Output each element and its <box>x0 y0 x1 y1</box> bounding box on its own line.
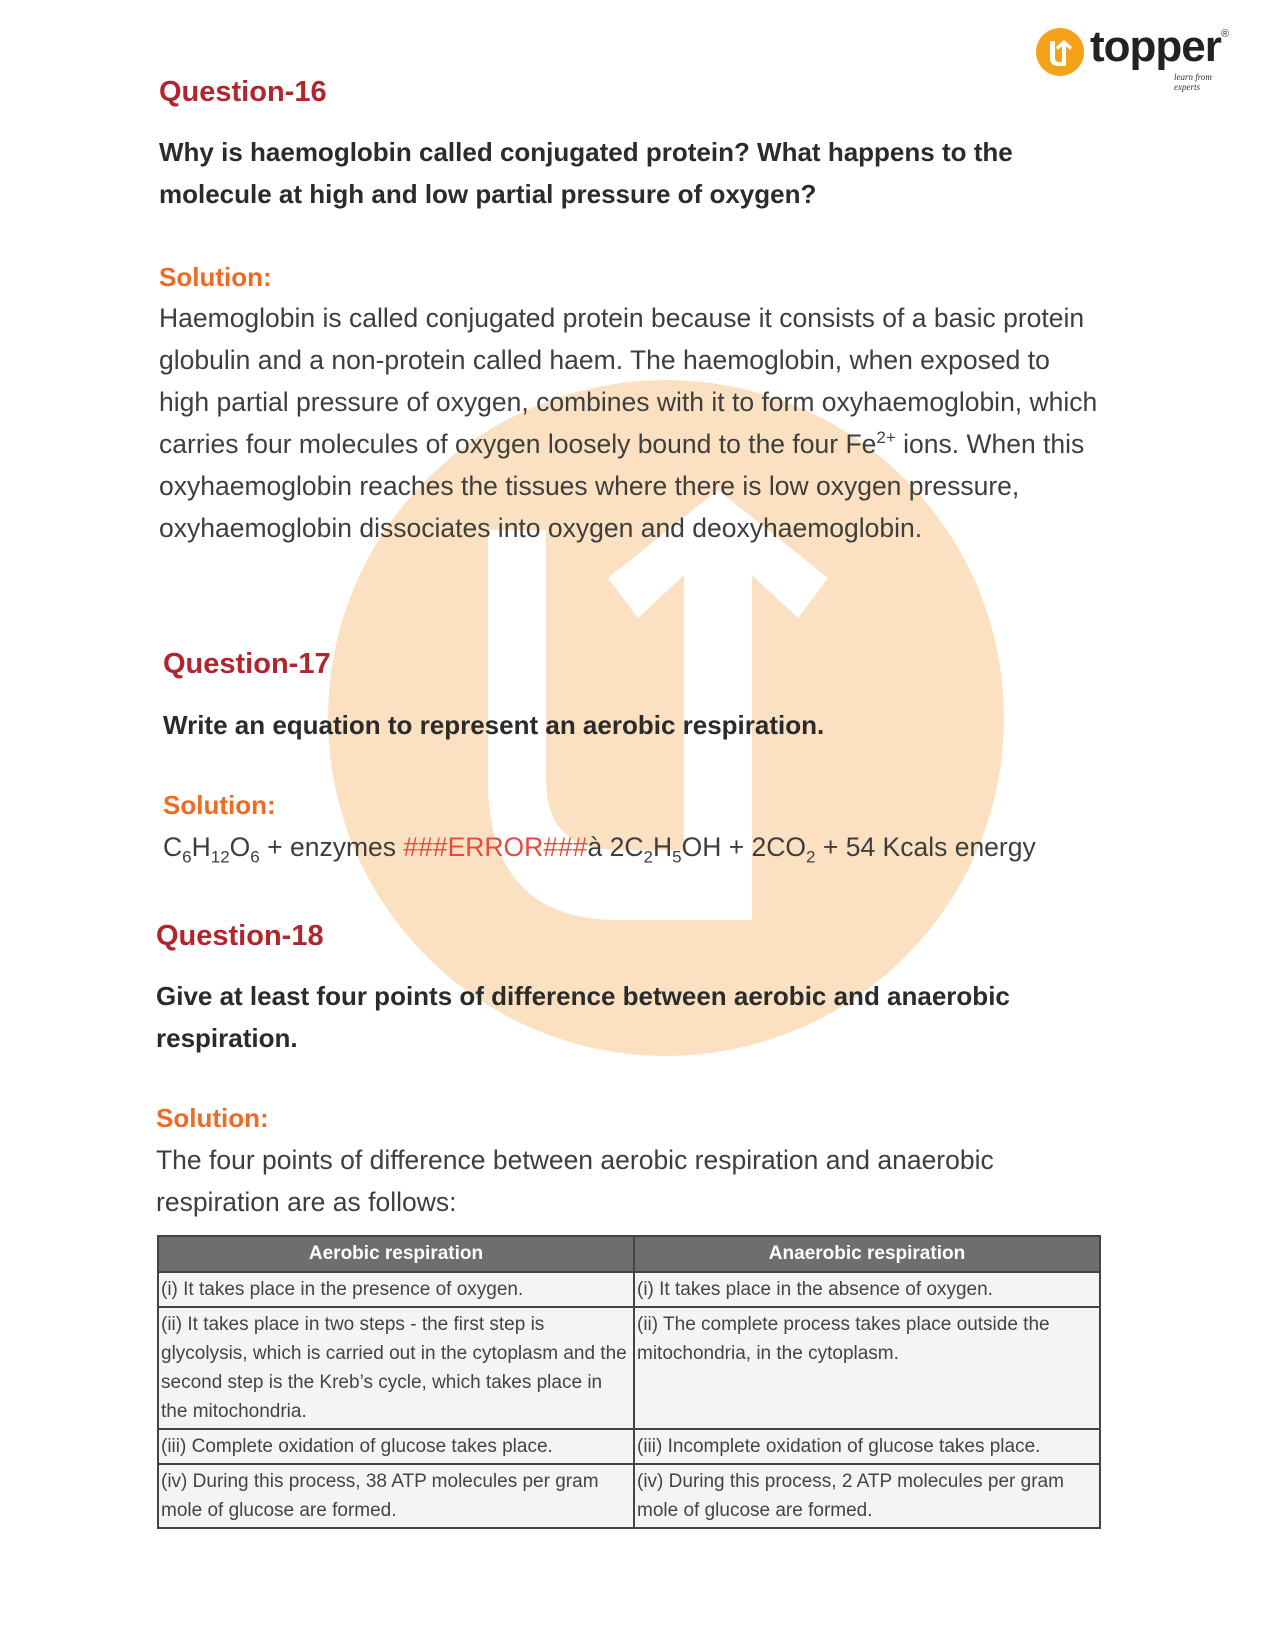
table-row <box>158 1272 1100 1307</box>
table-row <box>158 1307 1100 1429</box>
equation-error: ###ERROR### <box>403 832 588 862</box>
anaerobic-cell: (iii) Incomplete oxidation of glucose takes place. <box>634 1429 1100 1464</box>
difference-table <box>157 1235 1101 1529</box>
table-row <box>158 1464 1100 1528</box>
aerobic-cell: (iv) During this process, 38 ATP molecules per gram mole of glucose are formed. <box>158 1464 634 1528</box>
logo-mark-icon <box>1036 28 1084 76</box>
question-17-text: Write an equation to represent an aerobic respiration. <box>163 710 825 740</box>
question-18-text: Give at least four points of difference between aerobic and anaerobic respiration. <box>156 981 1010 1053</box>
aerobic-cell: (i) It takes place in the presence of oxygen. <box>158 1272 634 1307</box>
aerobic-equation: $C_6H_{12}O_6$ + enzymes ###ERROR###à $2C_2H_5OH + 2CO_2 + 54$ Kcals energy <box>163 832 1036 867</box>
table-row <box>158 1429 1100 1464</box>
question-16-solution-label: Solution: <box>159 262 272 292</box>
question-18-solution-label: Solution: <box>156 1103 269 1133</box>
anaerobic-cell: (i) It takes place in the absence of oxygen. <box>634 1272 1100 1307</box>
question-16-solution <box>159 297 1099 549</box>
solution-text-part2: ions. When this oxyhaemoglobin reaches the tissues where there is low oxygen pressure, oxyhaemoglobin dissociates into oxygen and deoxyhaemoglobin. <box>159 429 1085 543</box>
iron-charge: 2+ <box>876 428 896 448</box>
question-18-solution: The four points of difference between aerobic respiration and anaerobic respiration are as follows: <box>156 1145 994 1217</box>
table-header-row <box>158 1236 1100 1272</box>
question-16-text: Why is haemoglobin called conjugated protein? What happens to the molecule at high and low partial pressure of oxygen? <box>159 137 1013 209</box>
brand-logo <box>1036 22 1236 92</box>
logo-tagline: learn from experts <box>1174 72 1212 92</box>
equation-enzymes: + enzymes <box>259 832 404 862</box>
solution-text-part1: Haemoglobin is called conjugated protein because it consists of a basic protein globulin and a non-protein called haem. The haemoglobin, when exposed to high partial pressure of oxygen, combines with it to form oxyhaemoglobin, which carries four molecules of oxygen loosely bound to the four Fe <box>159 303 1098 459</box>
logo-registered-mark: ® <box>1221 28 1230 40</box>
question-17-heading: Question-17 <box>163 648 331 680</box>
question-16-heading: Question-16 <box>159 76 327 108</box>
logo-wordmark: topper <box>1090 22 1221 71</box>
question-17-solution-label: Solution: <box>163 790 276 820</box>
header-aerobic: Aerobic respiration <box>158 1236 634 1272</box>
aerobic-cell: (iii) Complete oxidation of glucose takes place. <box>158 1429 634 1464</box>
aerobic-cell: (ii) It takes place in two steps - the first step is glycolysis, which is carried out in the cytoplasm and the second step is the Kreb’s cycle, which takes place in the mitochondria. <box>158 1307 634 1429</box>
anaerobic-cell: (ii) The complete process takes place outside the mitochondria, in the cytoplasm. <box>634 1307 1100 1429</box>
equation-end: + 54 Kcals energy <box>815 832 1036 862</box>
equation-arrow: à 2C <box>587 832 644 862</box>
header-anaerobic: Anaerobic respiration <box>634 1236 1100 1272</box>
question-18-heading: Question-18 <box>156 920 324 952</box>
anaerobic-cell: (iv) During this process, 2 ATP molecules per gram mole of glucose are formed. <box>634 1464 1100 1528</box>
